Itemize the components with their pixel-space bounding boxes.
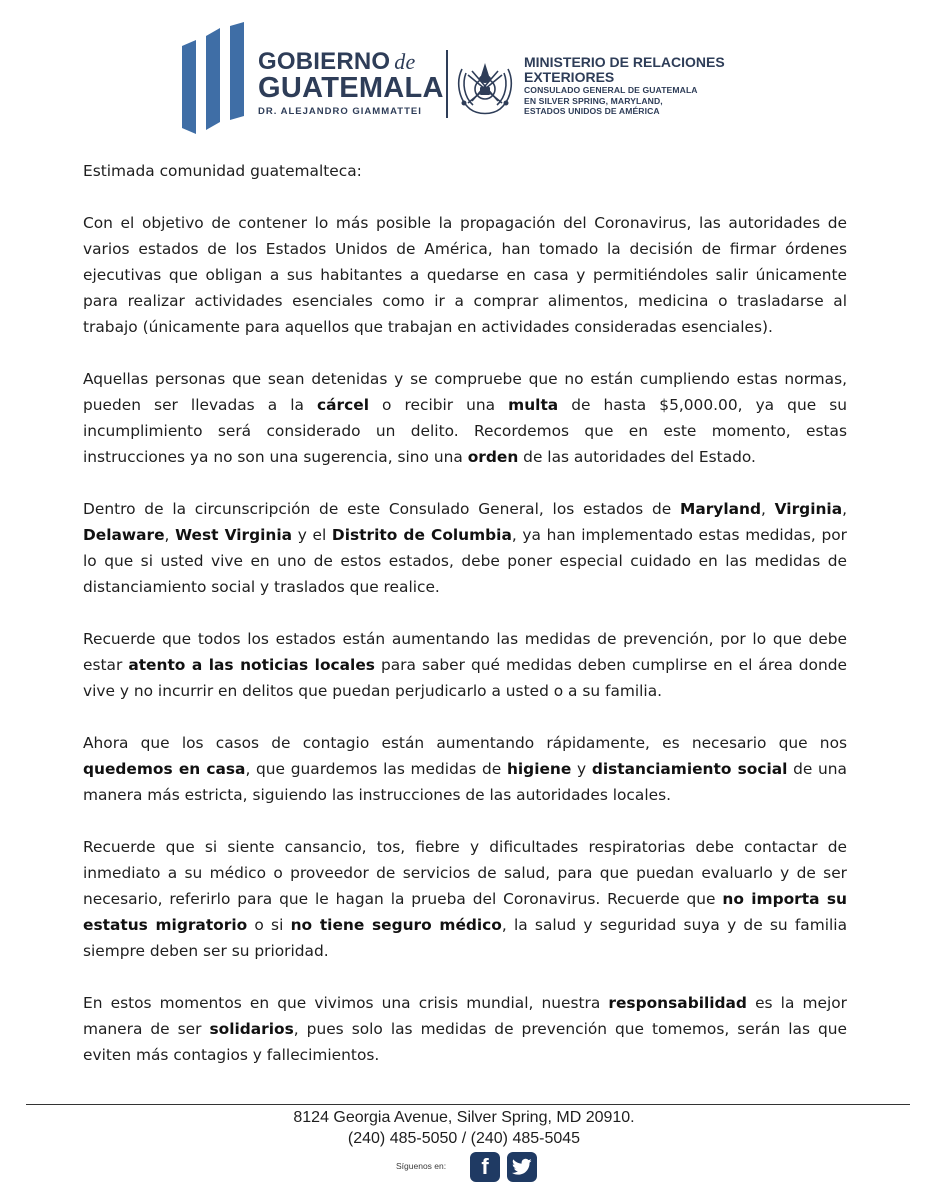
footer-address: 8124 Georgia Avenue, Silver Spring, MD 20910. bbox=[293, 1109, 635, 1126]
emphasis-estatus-migratorio: no importa su estatus migratorio bbox=[83, 890, 847, 934]
facebook-icon[interactable]: f bbox=[470, 1152, 500, 1182]
emphasis-orden: orden bbox=[467, 448, 519, 466]
guatemala-word: GUATEMALA bbox=[258, 72, 444, 104]
coat-of-arms-icon bbox=[452, 55, 518, 117]
header-divider bbox=[446, 50, 448, 118]
letterhead bbox=[0, 0, 928, 140]
consulate-line2: EN SILVER SPRING, MARYLAND, bbox=[524, 95, 663, 106]
state-virginia: Virginia bbox=[774, 500, 843, 518]
paragraph-6: Recuerde que si siente cansancio, tos, fiebre y dificultades respiratorias debe contactar de inmediato a su médico o proveedor de servicios de salud, para que puedan evaluarlo y de ser necesario, referirlo para que le hagan la prueba del Coronavirus. Recuerde que no importa su estatus migratorio o si no tiene seguro médico, la salud y seguridad suya y de su familia siempre deben ser su prioridad. bbox=[83, 838, 847, 960]
footer-phone-numbers: (240) 485-5050 / (240) 485-5045 bbox=[347, 1130, 581, 1147]
de-word: de bbox=[394, 49, 416, 74]
emphasis-noticias-locales: atento a las noticias locales bbox=[128, 656, 375, 674]
emphasis-responsabilidad: responsabilidad bbox=[608, 994, 747, 1012]
emphasis-higiene: higiene bbox=[506, 760, 572, 778]
paragraph-2: Aquellas personas que sean detenidas y se compruebe que no están cumpliendo estas normas, pueden ser llevadas a la cárcel o recibir una multa de hasta $5,000.00, ya que su incumplimiento será considerado un delito. Recordemos que en este momento, estas instrucciones ya no son una sugerencia, sino una orden de las autoridades del Estado. bbox=[83, 370, 847, 466]
president-name: DR. ALEJANDRO GIAMMATTEI bbox=[258, 106, 422, 117]
emphasis-distanciamiento-social: distanciamiento social bbox=[591, 760, 788, 778]
follow-us-label: Síguenos en: bbox=[396, 1161, 447, 1171]
ministry-block bbox=[524, 55, 824, 117]
paragraph-5: Ahora que los casos de contagio están aumentando rápidamente, es necesario que nos quedemos en casa, que guardemos las medidas de higiene y distanciamiento social de una manera más estricta, siguiendo las instrucciones de las autoridades locales. bbox=[83, 734, 847, 804]
state-west-virginia: West Virginia bbox=[175, 526, 293, 544]
state-delaware: Delaware bbox=[83, 526, 165, 544]
emphasis-seguro-medico: no tiene seguro médico bbox=[290, 916, 502, 934]
government-wordmark bbox=[258, 50, 448, 117]
ministry-name-line1: MINISTERIO DE RELACIONES bbox=[524, 54, 725, 70]
consulate-line1: CONSULADO GENERAL DE GUATEMALA bbox=[524, 85, 698, 95]
paragraph-3: Dentro de la circunscripción de este Consulado General, los estados de Maryland, Virginia, Delaware, West Virginia y el Distrito de Columbia, ya han implementado estas medidas, por lo que si usted vive en uno de estos estados, debe poner especial cuidado en las medidas de distanciamiento social y traslados que realice. bbox=[83, 500, 848, 596]
gobierno-word: GOBIERNO bbox=[258, 48, 391, 75]
twitter-bird-icon bbox=[512, 1158, 532, 1176]
paragraph-4: Recuerde que todos los estados están aumentando las medidas de prevención, por lo que debe estar atento a las noticias locales para saber qué medidas deben cumplirse en el área donde vive y no incurrir en delitos que puedan perjudicarlo a usted o a su familia. bbox=[83, 630, 847, 700]
consulate-line3: ESTADOS UNIDOS DE AMÉRICA bbox=[524, 106, 660, 116]
emphasis-carcel: cárcel bbox=[317, 396, 369, 414]
twitter-icon[interactable] bbox=[507, 1152, 537, 1182]
greeting: Estimada comunidad guatemalteca: bbox=[83, 162, 362, 180]
state-district-of-columbia: Distrito de Columbia bbox=[331, 526, 512, 544]
paragraph-1: Con el objetivo de contener lo más posible la propagación del Coronavirus, las autoridades de varios estados de los Estados Unidos de América, han tomado la decisión de firmar órdenes ejecutivas que obligan a sus habitantes a quedarse en casa y permitiéndoles salir únicamente para realizar actividades esenciales como ir a comprar alimentos, medicina o trasladarse al trabajo (únicamente para aquellos que trabajan en actividades consideradas esenciales). bbox=[83, 214, 847, 336]
ministry-name-line2: EXTERIORES bbox=[524, 69, 615, 85]
letter-body bbox=[83, 158, 847, 1068]
emphasis-solidarios: solidarios bbox=[209, 1020, 294, 1038]
paragraph-7: En estos momentos en que vivimos una crisis mundial, nuestra responsabilidad es la mejor manera de ser solidarios, pues solo las medidas de prevención que tomemos, serán las que eviten más contagios y fallecimientos. bbox=[83, 994, 847, 1064]
emphasis-multa: multa bbox=[508, 396, 559, 414]
state-maryland: Maryland bbox=[680, 500, 761, 518]
guatemala-government-logo-icon bbox=[182, 22, 246, 134]
emphasis-quedemos-en-casa: quedemos en casa bbox=[83, 760, 246, 778]
footer-divider bbox=[26, 1104, 910, 1105]
